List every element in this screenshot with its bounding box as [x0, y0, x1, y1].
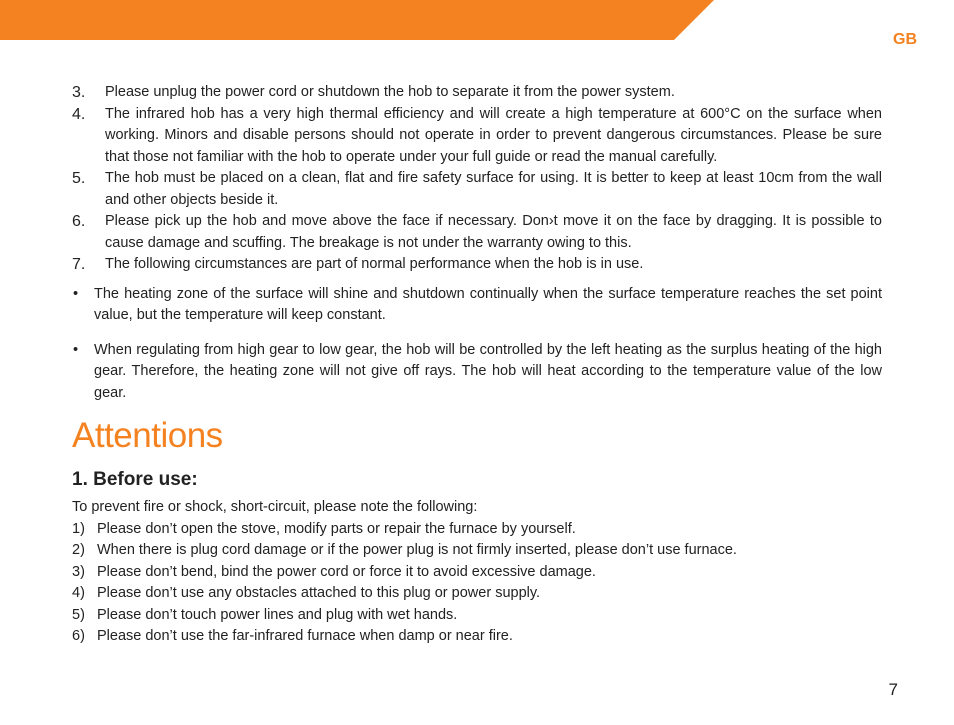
- item-number: 4): [72, 585, 85, 601]
- list-item: [72, 540, 882, 562]
- list-item: [72, 605, 882, 627]
- section-subheading: 1. Before use:: [72, 469, 198, 490]
- list-item: [72, 562, 882, 584]
- list-item: [72, 82, 882, 104]
- item-number: 3.: [72, 84, 86, 101]
- list-item: [72, 104, 882, 169]
- bullet-text: When regulating from high gear to low gear, the hob will be controlled by the left heating as the surplus heating of the high gear. Therefore, the heating zone will not give off rays. The hob will heat according to the temperature value of the low gear.: [94, 341, 882, 401]
- item-number: 3): [72, 563, 85, 580]
- item-number: 7.: [72, 256, 86, 273]
- item-text: Please don’t open the stove, modify parts or repair the furnace by yourself.: [97, 520, 576, 537]
- list-item: [72, 254, 882, 276]
- item-number: 5): [72, 606, 85, 623]
- bullet-mark: •: [73, 341, 79, 358]
- item-number: 6): [72, 628, 85, 644]
- item-text: Please don’t touch power lines and plug with wet hands.: [97, 606, 458, 623]
- bullet-item: [72, 340, 882, 405]
- list-item: [72, 168, 882, 211]
- item-text: When there is plug cord damage or if the power plug is not firmly inserted, please don’t use furnace.: [97, 542, 737, 558]
- item-text: The infrared hob has a very high thermal efficiency and will create a high temperature at 600°C on the surface when working. Minors and disable persons should not operate in order to prevent dangerous circumstances. Please be sure that those not familiar with the hob to operate under your full guide or read the manual carefully.: [105, 105, 882, 165]
- item-number: 5.: [72, 170, 86, 187]
- numbered-list: [72, 82, 882, 276]
- list-item: [72, 583, 882, 605]
- item-text: The following circumstances are part of normal performance when the hob is in use.: [105, 256, 644, 272]
- language-label: GB: [893, 31, 917, 48]
- page-number: 7: [888, 680, 898, 699]
- item-number: 6.: [72, 213, 86, 230]
- item-number: 2): [72, 542, 85, 558]
- item-number: 4.: [72, 105, 86, 123]
- precautions-list: [72, 519, 882, 648]
- page-content: [72, 82, 882, 648]
- item-text: Please pick up the hob and move above the face if necessary. Don›t move it on the face by dragging. It is possible to cause damage and scuffing. The breakage is not under the warranty owing to this.: [105, 213, 882, 251]
- list-item: [72, 211, 882, 254]
- list-item: [72, 626, 882, 648]
- section-heading: Attentions: [72, 416, 223, 455]
- item-text: The hob must be placed on a clean, flat and fire safety surface for using. It is better to keep at least 10cm from the wall and other objects beside it.: [105, 170, 882, 208]
- item-text: Please don’t bend, bind the power cord or force it to avoid excessive damage.: [97, 563, 596, 580]
- section-intro: To prevent fire or shock, short-circuit, please note the following:: [72, 499, 478, 515]
- item-number: 1): [72, 520, 85, 537]
- bullet-item: [72, 284, 882, 327]
- bullet-mark: •: [73, 285, 79, 302]
- list-item: [72, 519, 882, 541]
- bullet-text: The heating zone of the surface will shine and shutdown continually when the surface temperature reaches the set point value, but the temperature will keep constant.: [94, 285, 882, 323]
- item-text: Please don’t use any obstacles attached to this plug or power supply.: [97, 585, 541, 601]
- header-banner: [0, 0, 954, 40]
- item-text: Please unplug the power cord or shutdown the hob to separate it from the power system.: [105, 84, 675, 100]
- item-text: Please don’t use the far-infrared furnace when damp or near fire.: [97, 628, 513, 644]
